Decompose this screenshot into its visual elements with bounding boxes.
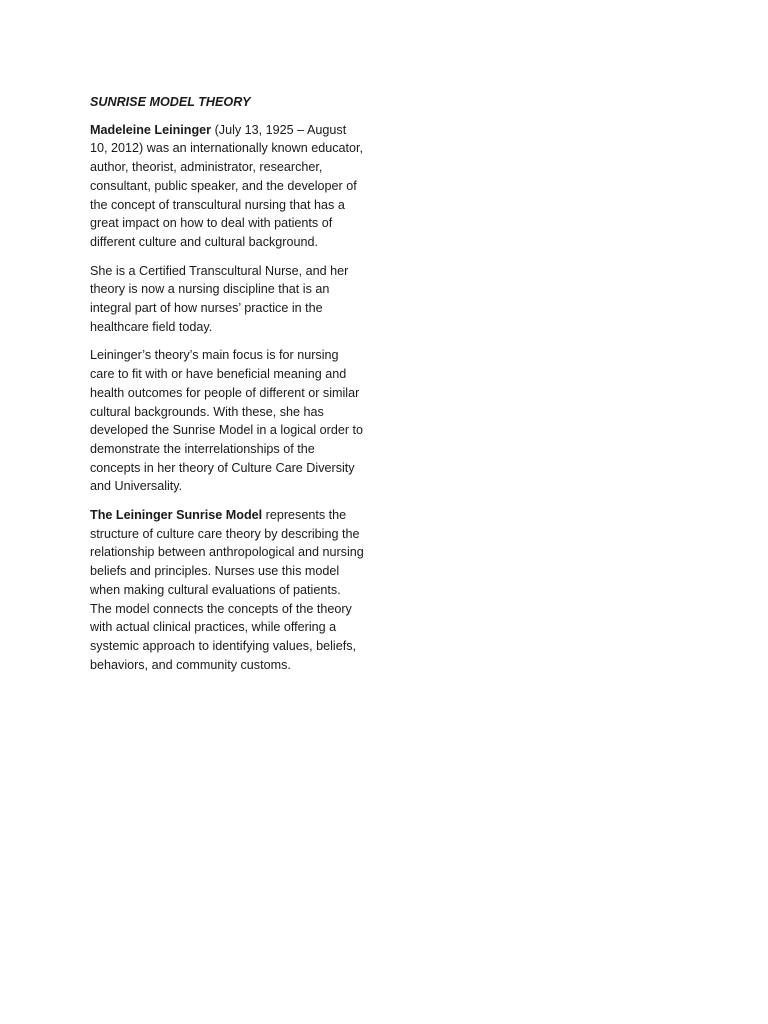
paragraph-text: represents the structure of culture care theory by describing the relationship between anthropological and nursing beliefs and principles. Nurses use this model when making cultural evaluations of patients. The model connects the concepts of the theory with actual clinical practices, while offering a systemic approach to identifying values, beliefs, behaviors, and community customs. — [90, 508, 364, 672]
paragraph-sunrise-model — [90, 506, 365, 674]
paragraph-text: Leininger’s theory’s main focus is for nursing care to fit with or have beneficial meaning and health outcomes for people of different or similar cultural backgrounds. With these, she has developed the Sunrise Model in a logical order to demonstrate the interrelationships of the concepts in her theory of Culture Care Diversity and Universality. — [90, 348, 364, 494]
paragraph-lead-name: Madeleine Leininger — [90, 122, 212, 137]
paragraph-theory-focus — [90, 346, 365, 496]
document-title: SUNRISE MODEL THEORY — [90, 95, 251, 109]
paragraph-certification — [90, 262, 365, 337]
paragraph-text: She is a Certified Transcultural Nurse, and her theory is now a nursing discipline that is an integral part of how nurses’ practice in the healthcare field today. — [90, 263, 349, 334]
paragraph-biography — [90, 121, 365, 252]
paragraph-text: (July 13, 1925 – August 10, 2012) was an internationally known educator, author, theorist, administrator, researcher, consultant, public speaker, and the developer of the concept of transcultural nursing that has a great impact on how to deal with patients of different culture and cultural background. — [90, 122, 364, 249]
paragraph-lead-model: The Leininger Sunrise Model — [90, 508, 263, 523]
document-body — [90, 93, 365, 684]
